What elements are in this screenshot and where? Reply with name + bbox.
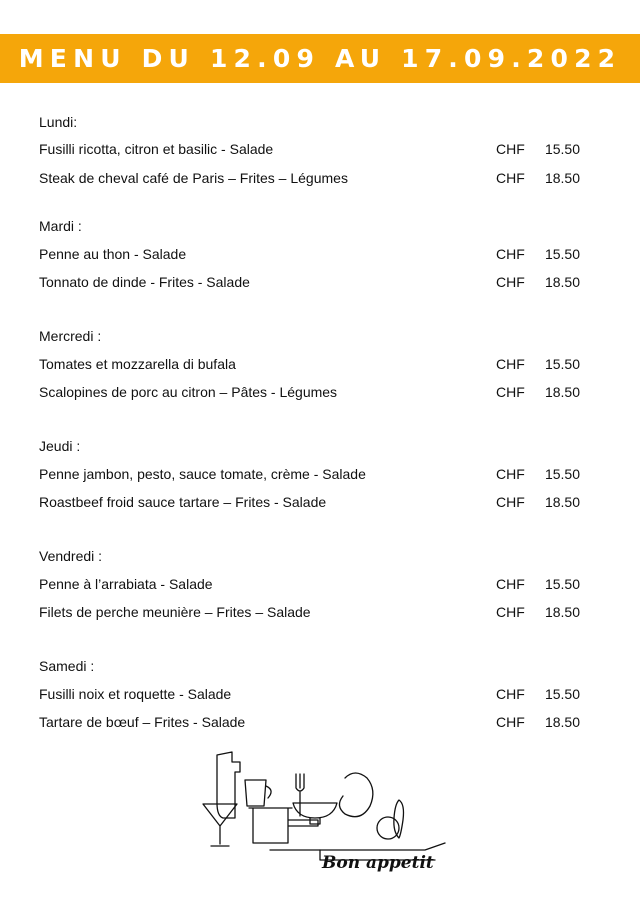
price: 15.50: [544, 686, 580, 702]
day-heading-mardi: Mardi :: [39, 218, 82, 234]
dish-name: Roastbeef froid sauce tartare – Frites - Salade: [39, 494, 327, 510]
currency: CHF: [496, 170, 525, 186]
dish-name: Steak de cheval café de Paris – Frites – Légumes: [39, 170, 348, 186]
currency: CHF: [496, 356, 525, 372]
menu-item: [39, 384, 580, 402]
menu-item: [39, 604, 580, 622]
price: 18.50: [544, 170, 580, 186]
price: 18.50: [544, 384, 580, 400]
currency: CHF: [496, 576, 525, 592]
currency: CHF: [496, 494, 525, 510]
currency: CHF: [496, 466, 525, 482]
dish-name: Penne au thon - Salade: [39, 246, 187, 262]
day-heading-jeudi: Jeudi :: [39, 438, 81, 454]
menu-item: [39, 494, 580, 512]
currency: CHF: [496, 714, 525, 730]
menu-item: [39, 170, 580, 188]
dish-name: Tomates et mozzarella di bufala: [39, 356, 236, 372]
menu-item: [39, 141, 580, 159]
menu-item: [39, 246, 580, 264]
currency: CHF: [496, 141, 525, 157]
currency: CHF: [496, 246, 525, 262]
dish-name: Scalopines de porc au citron – Pâtes - Légumes: [39, 384, 338, 400]
menu-item: [39, 356, 580, 374]
dish-name: Penne à l’arrabiata - Salade: [39, 576, 213, 592]
menu-item: [39, 686, 580, 704]
price: 18.50: [544, 494, 580, 510]
dish-name: Penne jambon, pesto, sauce tomate, crème - Salade: [39, 466, 366, 482]
currency: CHF: [496, 604, 525, 620]
menu-item: [39, 466, 580, 484]
currency: CHF: [496, 384, 525, 400]
dish-name: Tartare de bœuf – Frites - Salade: [39, 714, 246, 730]
price: 15.50: [544, 356, 580, 372]
price: 18.50: [544, 714, 580, 730]
dish-name: Fusilli noix et roquette - Salade: [39, 686, 232, 702]
day-heading-mercredi: Mercredi :: [39, 328, 102, 344]
dish-name: Tonnato de dinde - Frites - Salade: [39, 274, 250, 290]
price: 18.50: [544, 604, 580, 620]
menu-item: [39, 576, 580, 594]
price: 15.50: [544, 466, 580, 482]
day-heading-samedi: Samedi :: [39, 658, 95, 674]
price: 15.50: [544, 141, 580, 157]
bon-appetit-signature: Bon appetit: [322, 853, 434, 873]
menu-item: [39, 274, 580, 292]
day-heading-vendredi: Vendredi :: [39, 548, 103, 564]
price: 15.50: [544, 246, 580, 262]
dish-name: Filets de perche meunière – Frites – Salade: [39, 604, 311, 620]
price: 15.50: [544, 576, 580, 592]
day-heading-lundi: Lundi:: [39, 114, 78, 130]
currency: CHF: [496, 274, 525, 290]
dish-name: Fusilli ricotta, citron et basilic - Salade: [39, 141, 274, 157]
price: 18.50: [544, 274, 580, 290]
currency: CHF: [496, 686, 525, 702]
header-banner: [0, 34, 640, 83]
menu-title: MENU DU 12.09 AU 17.09.2022: [18, 44, 622, 73]
menu-item: [39, 714, 580, 732]
